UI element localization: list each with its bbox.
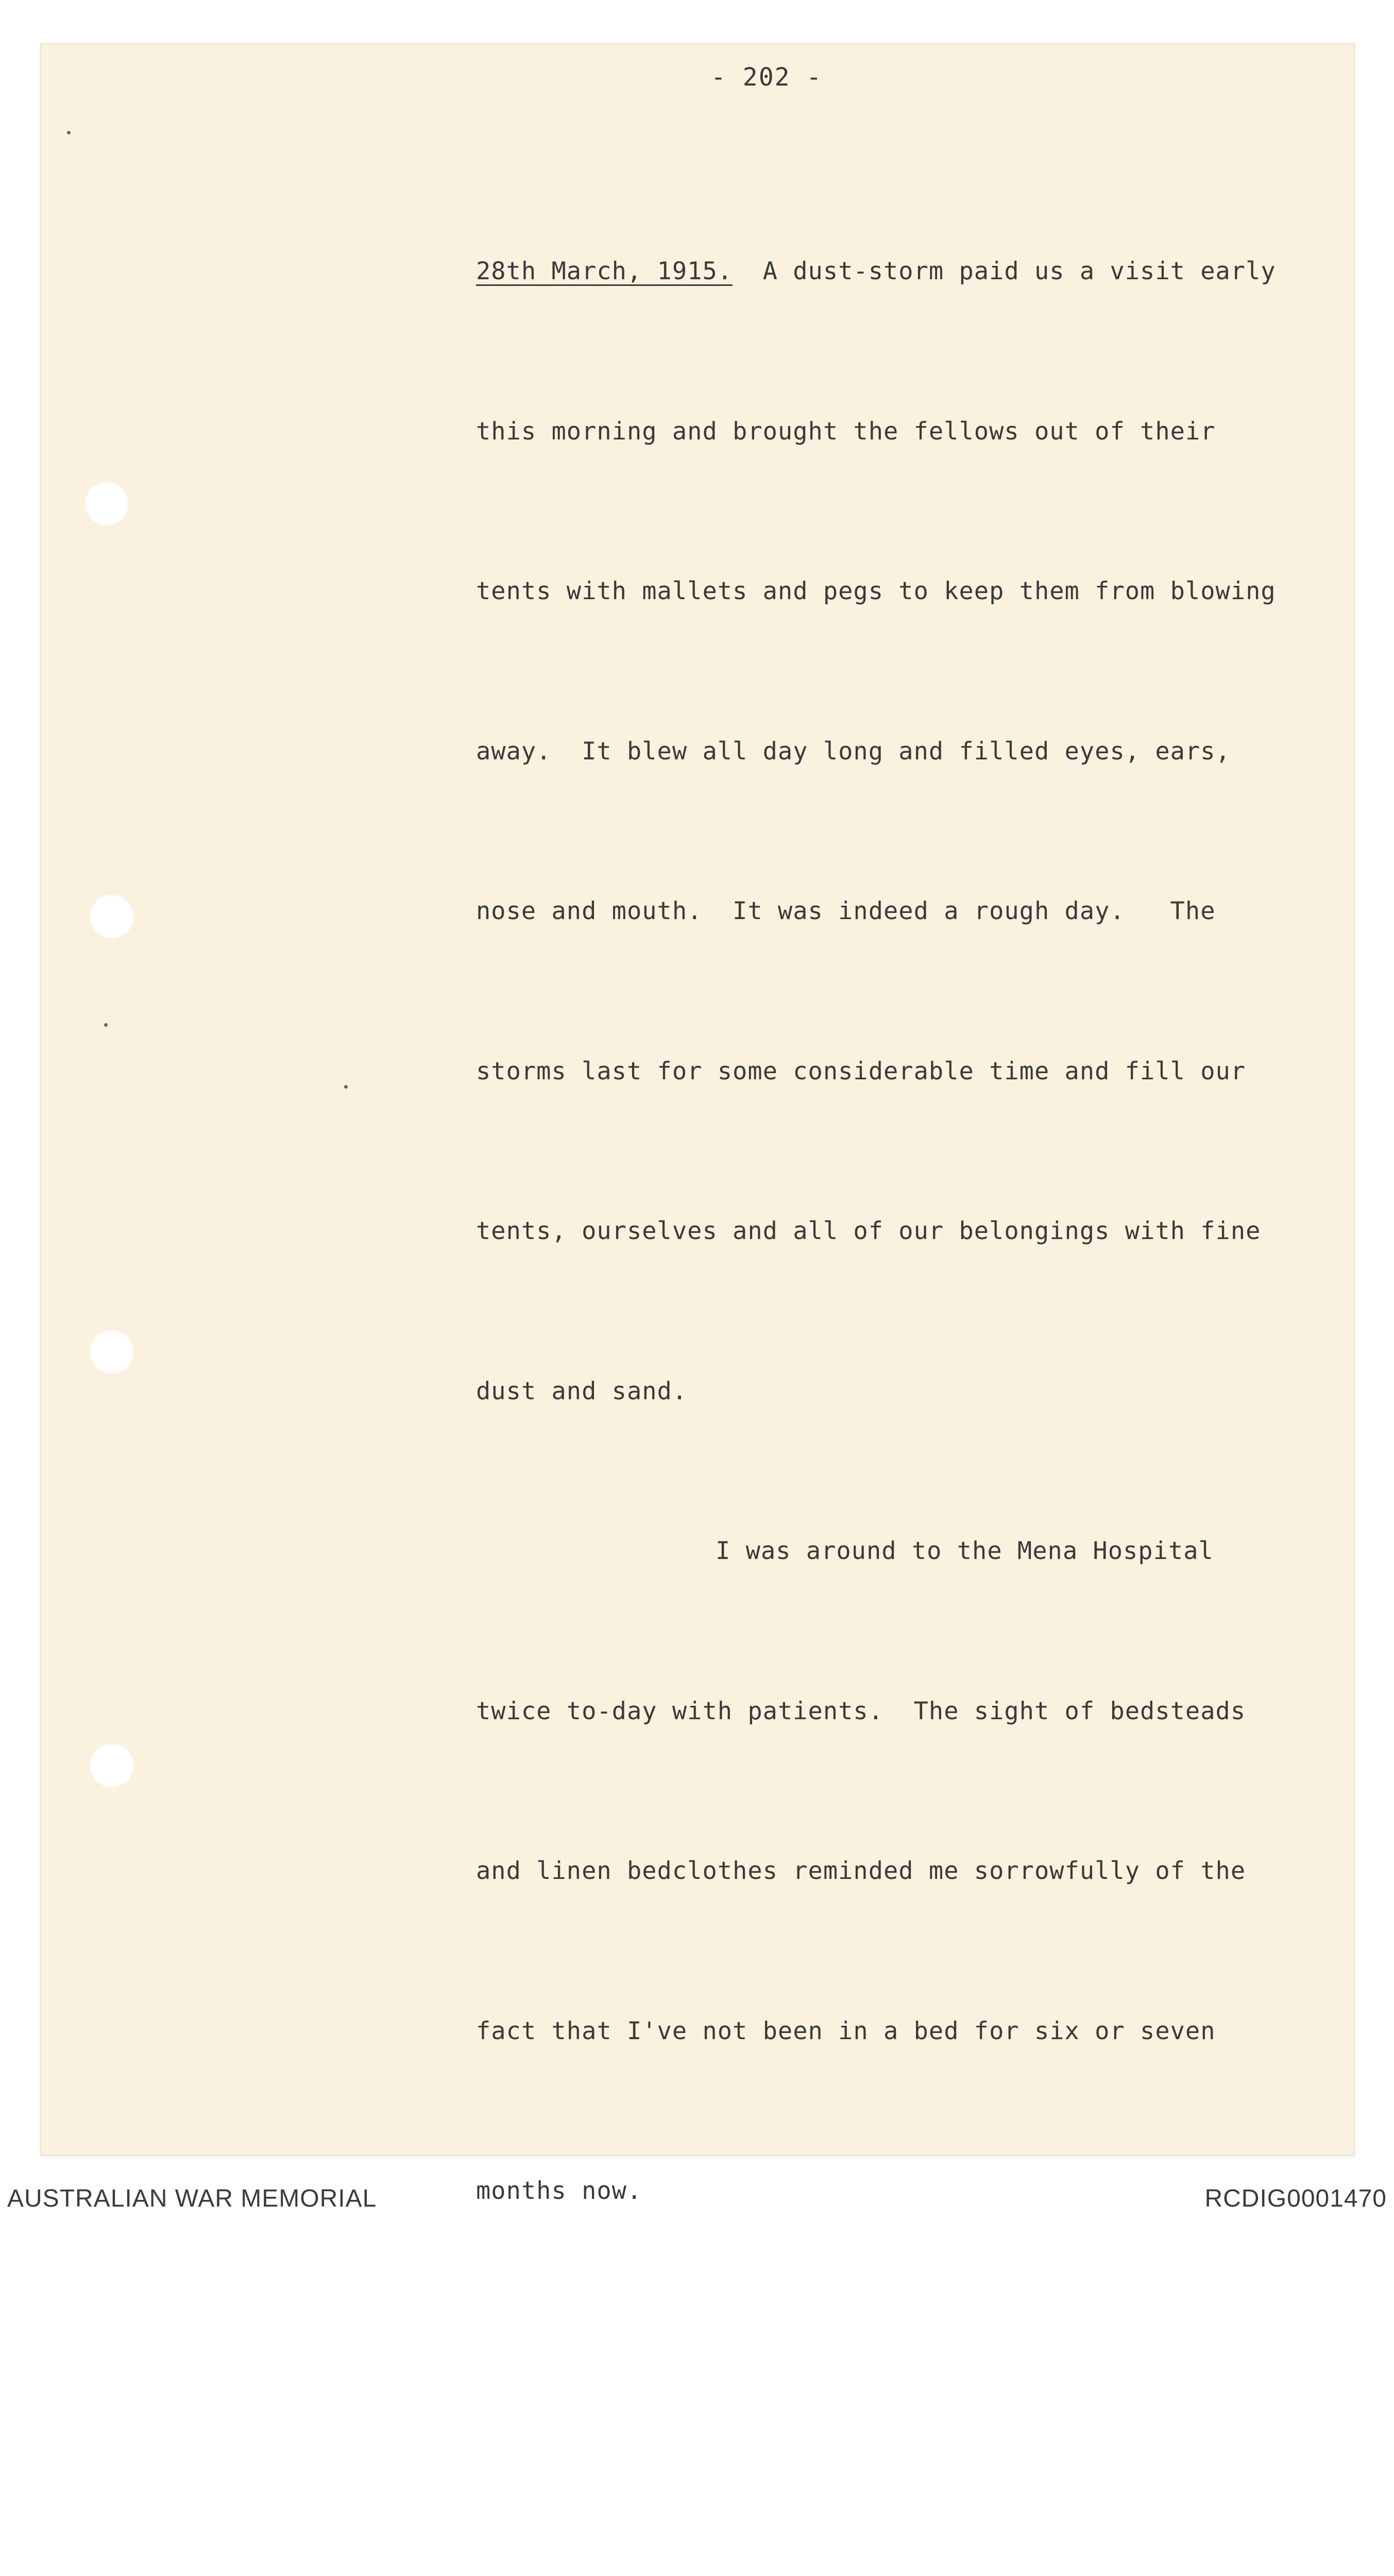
paper-speck — [67, 131, 71, 134]
entry-line: dust and sand. — [476, 1377, 688, 1405]
entry-line: nose and mouth. It was indeed a rough day. The — [476, 897, 1216, 925]
paper-speck — [344, 1085, 348, 1089]
punch-hole — [90, 894, 134, 939]
entry-line: and linen bedclothes reminded me sorrowfully of the — [476, 1857, 1246, 1885]
entry-line: months now. — [476, 2177, 642, 2205]
punch-hole — [90, 1330, 134, 1374]
entry-line: I was around to the Mena Hospital — [716, 1537, 1214, 1565]
punch-hole — [84, 482, 129, 526]
page-number: - 202 - — [711, 63, 823, 92]
entry-line: tents, ourselves and all of our belongings with fine — [476, 1217, 1261, 1245]
entry-date: 28th March, 1915. — [476, 257, 733, 285]
footer-institution: AUSTRALIAN WAR MEMORIAL — [7, 2185, 377, 2212]
paper-speck — [104, 1023, 108, 1027]
entry-line: A dust-storm paid us a visit early — [733, 257, 1276, 285]
entry-line: away. It blew all day long and filled eyes, ears, — [476, 737, 1231, 766]
entry-line: tents with mallets and pegs to keep them from blowing — [476, 577, 1276, 605]
entry-line: twice to-day with patients. The sight of bedsteads — [476, 1697, 1246, 1725]
footer-record-id: RCDIG0001470 — [1204, 2185, 1387, 2212]
entry-first-line — [476, 245, 1352, 298]
punch-hole — [90, 1743, 134, 1788]
entry-line: storms last for some considerable time and fill our — [476, 1057, 1246, 1086]
entry-line: this morning and brought the fellows out of their — [476, 417, 1216, 446]
entry-line: fact that I've not been in a bed for six or seven — [476, 2016, 1216, 2045]
paragraph-gap — [476, 2378, 1352, 2431]
